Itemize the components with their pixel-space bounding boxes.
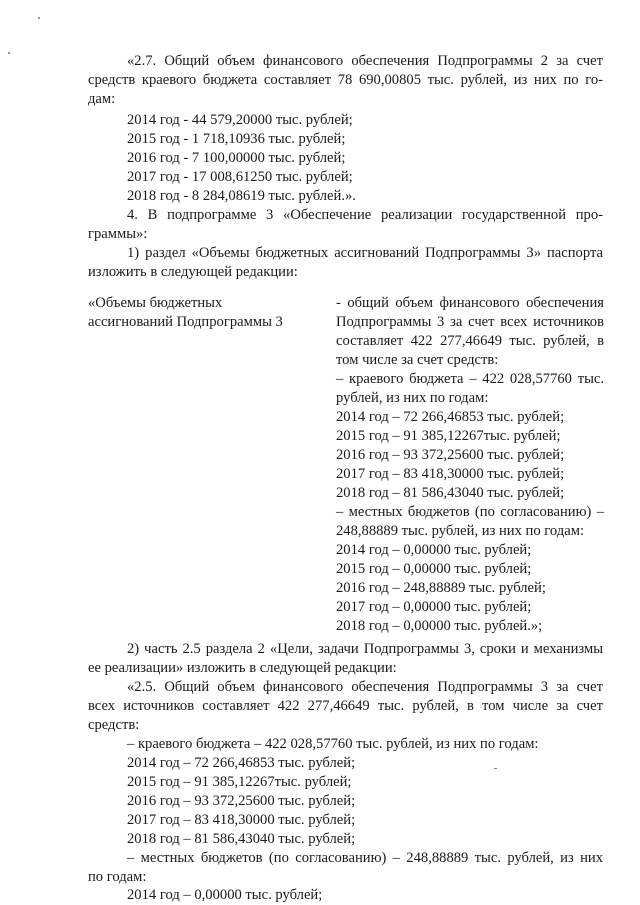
paragraph-2-7-line-2: средств краевого бюджета составляет 78 690,00805 тыс. рублей, из них по го- [88,72,603,88]
regional-budget-line: – краевого бюджета – 422 028,57760 тыс. рублей, из них по годам: [127,736,539,752]
table-right-line: Подпрограммы 3 за счет всех источников [336,314,604,330]
paragraph-2-5-line-1: «2.5. Общий объем финансового обеспечения Подпрограммы 3 за счет [127,679,603,695]
year-line: 2015 год - 1 718,10936 тыс. рублей; [127,131,346,147]
paragraph-2-5-line-2: всех источников составляет 422 277,46649 тыс. рублей, в том числе за счет [88,698,603,714]
year-line: 2017 год – 83 418,30000 тыс. рублей; [127,812,356,828]
table-right-line: – краевого бюджета – 422 028,57760 тыс. [336,371,604,387]
year-line: 2016 год - 7 100,00000 тыс. рублей; [127,150,346,166]
subpoint-2-line-2: ее реализации» изложить в следующей редакции: [88,660,397,676]
scan-speck [494,768,497,769]
subpoint-1-line-1: 1) раздел «Объемы бюджетных ассигнований Подпрограммы 3» паспорта [127,245,603,261]
subpoint-1-line-2: изложить в следующей редакции: [88,264,298,280]
year-line: 2014 год – 72 266,46853 тыс. рублей; [127,755,356,771]
table-right-line: том числе за счет средств: [336,352,499,368]
table-right-line: 2016 год – 93 372,25600 тыс. рублей; [336,447,565,463]
year-line: 2015 год – 91 385,12267тыс. рублей; [127,774,352,790]
table-right-line: рублей, из них по годам: [336,390,489,406]
table-right-line: 2014 год – 72 266,46853 тыс. рублей; [336,409,565,425]
table-right-line: 2017 год – 83 418,30000 тыс. рублей; [336,466,565,482]
year-line: 2018 год – 81 586,43040 тыс. рублей; [127,831,356,847]
table-right-line: 2018 год – 81 586,43040 тыс. рублей; [336,485,565,501]
local-budget-line-2: по годам: [88,869,147,885]
table-right-line: – местных бюджетов (по согласованию) – [336,504,604,520]
table-right-line: 2016 год – 248,88889 тыс. рублей; [336,580,546,596]
point-4-line-1: 4. В подпрограмме 3 «Обеспечение реализации государственной про- [127,207,603,223]
table-right-line: 2017 год – 0,00000 тыс. рублей; [336,599,532,615]
scan-speck [38,17,40,19]
subpoint-2-line-1: 2) часть 2.5 раздела 2 «Цели, задачи Подпрограммы 3, сроки и механизмы [127,641,603,657]
table-left-label: «Объемы бюджетных [88,295,223,311]
table-right-line: 2018 год – 0,00000 тыс. рублей.»; [336,618,543,634]
table-right-line: 2015 год – 91 385,12267тыс. рублей; [336,428,561,444]
paragraph-2-7-line-1: «2.7. Общий объем финансового обеспечения Подпрограммы 2 за счет [127,53,603,69]
year-line: 2017 год - 17 008,61250 тыс. рублей; [127,169,353,185]
year-line: 2014 год - 44 579,20000 тыс. рублей; [127,112,353,128]
table-left-label: ассигнований Подпрограммы 3 [88,314,283,330]
year-line: 2014 год – 0,00000 тыс. рублей; [127,887,323,903]
table-right-line: составляет 422 277,46649 тыс. рублей, в [336,333,604,349]
year-line: 2018 год - 8 284,08619 тыс. рублей.». [127,188,356,204]
local-budget-line-1: – местных бюджетов (по согласованию) – 248,88889 тыс. рублей, из них [127,850,603,866]
scan-speck [8,52,10,54]
point-4-line-2: граммы»: [88,226,148,242]
year-line: 2016 год – 93 372,25600 тыс. рублей; [127,793,356,809]
table-right-line: 2015 год – 0,00000 тыс. рублей; [336,561,532,577]
paragraph-2-7-line-3: дам: [88,91,116,107]
table-right-line: - общий объем финансового обеспечения [336,295,604,311]
paragraph-2-5-line-3: средств: [88,717,140,733]
table-right-line: 248,88889 тыс. рублей, из них по годам: [336,523,585,539]
table-right-line: 2014 год – 0,00000 тыс. рублей; [336,542,532,558]
